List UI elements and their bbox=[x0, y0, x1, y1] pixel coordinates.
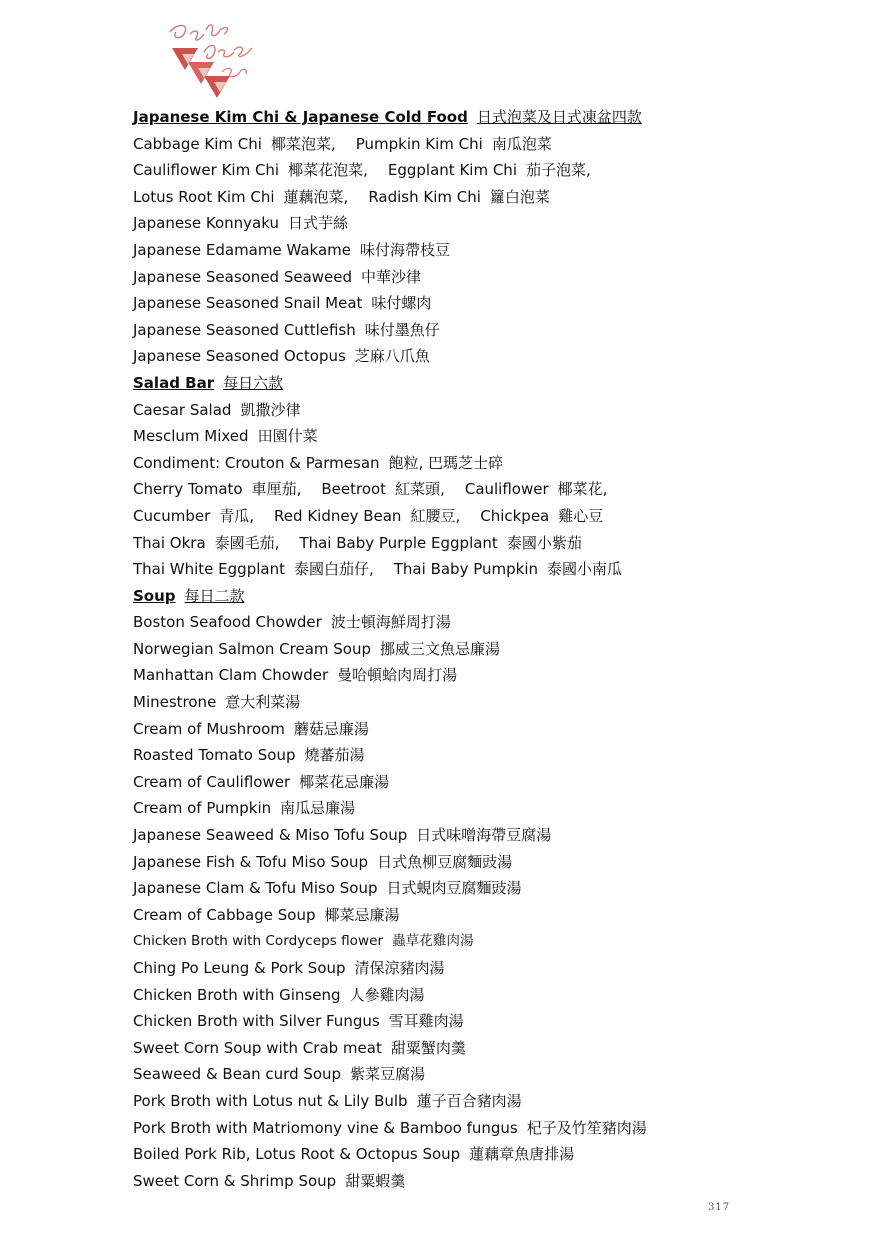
menu-item bbox=[133, 210, 348, 237]
menu-item bbox=[133, 476, 301, 503]
menu-line bbox=[133, 450, 853, 477]
menu-list bbox=[133, 104, 853, 1194]
menu-item bbox=[133, 822, 551, 849]
menu-item-zh: 椰菜泡菜, bbox=[270, 134, 336, 153]
menu-item-en: Cauliflower bbox=[464, 480, 549, 499]
menu-line bbox=[133, 742, 853, 769]
menu-item bbox=[133, 928, 474, 955]
menu-item bbox=[133, 423, 318, 450]
menu-item bbox=[465, 476, 608, 503]
menu-item-en: Cabbage Kim Chi bbox=[133, 134, 262, 153]
menu-item-zh: 日式蜆肉豆腐麵豉湯 bbox=[386, 879, 522, 898]
menu-item-en: Cream of Mushroom bbox=[133, 719, 285, 738]
menu-item bbox=[133, 317, 440, 344]
menu-line bbox=[133, 237, 853, 264]
menu-item-en: Cherry Tomato bbox=[133, 480, 243, 499]
menu-item bbox=[133, 795, 355, 822]
page-number: 317 bbox=[708, 1202, 731, 1213]
menu-line bbox=[133, 982, 853, 1009]
menu-item bbox=[133, 237, 450, 264]
menu-line bbox=[133, 264, 853, 291]
menu-item bbox=[133, 343, 430, 370]
menu-item-zh: 芝麻八爪魚 bbox=[354, 347, 430, 366]
menu-line bbox=[133, 131, 853, 158]
section-heading-soup bbox=[133, 583, 853, 610]
section-heading-zh: 日式泡菜及日式凍盆四款 bbox=[476, 108, 642, 126]
section-heading-en: Japanese Kim Chi & Japanese Cold Food bbox=[133, 108, 468, 126]
menu-item-zh: 杞子及竹笙豬肉湯 bbox=[526, 1118, 647, 1137]
menu-item-en: Japanese Seasoned Octopus bbox=[133, 347, 346, 366]
menu-item-en: Condiment: Crouton & Parmesan bbox=[133, 453, 380, 472]
menu-item-en: Chicken Broth with Ginseng bbox=[133, 985, 341, 1004]
menu-item-zh: 味付海帶枝豆 bbox=[360, 240, 451, 259]
menu-item bbox=[133, 530, 279, 557]
menu-item-zh: 泰國小南瓜 bbox=[547, 560, 623, 579]
menu-item bbox=[321, 476, 444, 503]
menu-item bbox=[133, 636, 500, 663]
menu-line bbox=[133, 928, 853, 955]
menu-line bbox=[133, 609, 853, 636]
menu-line bbox=[133, 1088, 853, 1115]
menu-item bbox=[133, 1008, 464, 1035]
menu-line bbox=[133, 1035, 853, 1062]
menu-line bbox=[133, 184, 853, 211]
menu-item bbox=[133, 716, 369, 743]
menu-item-zh: 日式芋絲 bbox=[287, 214, 348, 233]
menu-item-zh: 雪耳雞肉湯 bbox=[388, 1012, 464, 1031]
menu-item-en: Red Kidney Bean bbox=[274, 506, 402, 525]
menu-item bbox=[133, 184, 348, 211]
menu-item-zh: 泰國毛茄, bbox=[214, 533, 280, 552]
menu-item bbox=[133, 157, 368, 184]
menu-item bbox=[133, 662, 457, 689]
menu-line bbox=[133, 397, 853, 424]
menu-item-zh: 田園什菜 bbox=[257, 427, 318, 446]
menu-item-en: Cucumber bbox=[133, 506, 211, 525]
menu-item-zh: 籮白泡菜 bbox=[489, 187, 550, 206]
menu-item-zh: 蘑菇忌廉湯 bbox=[293, 719, 369, 738]
menu-line bbox=[133, 476, 853, 503]
menu-item bbox=[133, 1168, 405, 1195]
menu-line bbox=[133, 210, 853, 237]
menu-item bbox=[274, 503, 460, 530]
menu-item-zh: 茄子泡菜, bbox=[525, 161, 591, 180]
menu-item bbox=[133, 689, 300, 716]
menu-item-zh: 味付螺肉 bbox=[371, 294, 432, 313]
menu-line bbox=[133, 795, 853, 822]
menu-line bbox=[133, 290, 853, 317]
menu-item-en: Boiled Pork Rib, Lotus Root & Octopus Soup bbox=[133, 1145, 461, 1164]
menu-item-zh: 紫菜豆腐湯 bbox=[350, 1065, 426, 1084]
menu-item-en: Japanese Seaweed & Miso Tofu Soup bbox=[133, 826, 408, 845]
menu-item bbox=[133, 290, 431, 317]
menu-item-en: Thai Okra bbox=[133, 533, 206, 552]
menu-item-en: Pumpkin Kim Chi bbox=[355, 134, 483, 153]
menu-item-en: Thai Baby Purple Eggplant bbox=[299, 533, 498, 552]
menu-item bbox=[388, 157, 591, 184]
menu-item-zh: 人參雞肉湯 bbox=[349, 985, 425, 1004]
menu-item-zh: 蓮藕章魚唐排湯 bbox=[469, 1145, 575, 1164]
menu-item bbox=[133, 450, 503, 477]
menu-item-zh: 南瓜泡菜 bbox=[491, 134, 552, 153]
menu-line bbox=[133, 157, 853, 184]
menu-item bbox=[133, 503, 254, 530]
menu-item-en: Chicken Broth with Cordyceps flower bbox=[133, 933, 384, 950]
menu-item-en: Japanese Edamame Wakame bbox=[133, 240, 351, 259]
menu-item-en: Thai Baby Pumpkin bbox=[393, 560, 538, 579]
menu-item-en: Cream of Cabbage Soup bbox=[133, 905, 316, 924]
menu-item bbox=[133, 609, 451, 636]
menu-line bbox=[133, 343, 853, 370]
menu-line bbox=[133, 822, 853, 849]
menu-item bbox=[133, 875, 522, 902]
menu-line bbox=[133, 1008, 853, 1035]
menu-item bbox=[133, 955, 445, 982]
menu-line bbox=[133, 530, 853, 557]
menu-item-en: Radish Kim Chi bbox=[368, 187, 481, 206]
menu-item-en: Japanese Konnyaku bbox=[133, 214, 279, 233]
menu-item-en: Chickpea bbox=[480, 506, 550, 525]
menu-item-zh: 中華沙律 bbox=[361, 267, 422, 286]
menu-item-en: Pork Broth with Matriomony vine & Bamboo fungus bbox=[133, 1118, 518, 1137]
menu-item-zh: 椰菜花忌廉湯 bbox=[299, 772, 390, 791]
menu-item bbox=[356, 131, 552, 158]
menu-item-en: Beetroot bbox=[321, 480, 387, 499]
menu-item-zh: 泰國小紫茄 bbox=[506, 533, 582, 552]
menu-item-en: Chicken Broth with Silver Fungus bbox=[133, 1012, 380, 1031]
menu-line bbox=[133, 503, 853, 530]
menu-item-en: Japanese Seasoned Cuttlefish bbox=[133, 320, 356, 339]
menu-item-zh: 味付墨魚仔 bbox=[364, 320, 440, 339]
menu-line bbox=[133, 317, 853, 344]
section-heading-en: Salad Bar bbox=[133, 373, 215, 392]
menu-item bbox=[133, 264, 421, 291]
menu-item-en: Minestrone bbox=[133, 693, 217, 712]
menu-item-zh: 紅菜頭, bbox=[395, 480, 445, 499]
menu-item-en: Roasted Tomato Soup bbox=[133, 746, 296, 765]
menu-item-zh: 青瓜, bbox=[219, 506, 255, 525]
menu-item-en: Japanese Seasoned Seaweed bbox=[133, 267, 353, 286]
menu-line bbox=[133, 689, 853, 716]
menu-item bbox=[133, 742, 365, 769]
menu-item bbox=[133, 1088, 522, 1115]
menu-item-zh: 椰菜花, bbox=[557, 480, 608, 499]
menu-item bbox=[133, 556, 374, 583]
section-heading-zh: 每日六款 bbox=[223, 373, 284, 392]
menu-line bbox=[133, 423, 853, 450]
menu-line bbox=[133, 716, 853, 743]
menu-line bbox=[133, 636, 853, 663]
menu-item-en: Cream of Cauliflower bbox=[133, 772, 291, 791]
menu-item-zh: 清保涼豬肉湯 bbox=[354, 959, 445, 977]
menu-item-en: Manhattan Clam Chowder bbox=[133, 666, 329, 685]
menu-item-en: Japanese Seasoned Snail Meat bbox=[133, 294, 363, 313]
menu-line bbox=[133, 875, 853, 902]
section-heading-salad bbox=[133, 370, 853, 397]
menu-item-zh: 日式味噌海帶豆腐湯 bbox=[416, 826, 552, 845]
menu-line bbox=[133, 769, 853, 796]
menu-item-zh: 甜粟蝦羹 bbox=[345, 1171, 406, 1190]
section-heading-kimchi bbox=[133, 104, 853, 131]
menu-item-en: Lotus Root Kim Chi bbox=[133, 187, 275, 206]
menu-item bbox=[480, 503, 603, 530]
menu-item bbox=[133, 769, 389, 796]
menu-item-en: Boston Seafood Chowder bbox=[133, 613, 322, 632]
menu-item-zh: 椰菜花泡菜, bbox=[288, 161, 368, 180]
menu-item-zh: 飽粒, 巴瑪芝士碎 bbox=[388, 453, 504, 472]
menu-item-en: Thai White Eggplant bbox=[133, 560, 285, 579]
menu-item bbox=[394, 556, 622, 583]
menu-item-zh: 雞心豆 bbox=[558, 506, 604, 525]
menu-item-en: Mesclum Mixed bbox=[133, 427, 249, 446]
menu-item bbox=[133, 849, 512, 876]
menu-line bbox=[133, 662, 853, 689]
menu-item-zh: 甜粟蟹肉羹 bbox=[390, 1038, 466, 1057]
menu-item-zh: 波士頓海鮮周打湯 bbox=[330, 613, 451, 632]
menu-item bbox=[133, 982, 425, 1009]
menu-item-zh: 日式魚柳豆腐麵豉湯 bbox=[377, 852, 513, 871]
menu-item-en: Seaweed & Bean curd Soup bbox=[133, 1065, 342, 1084]
menu-line bbox=[133, 556, 853, 583]
menu-line bbox=[133, 1168, 853, 1195]
menu-item-zh: 挪威三文魚忌廉湯 bbox=[380, 639, 501, 658]
menu-item bbox=[133, 131, 336, 158]
menu-item-en: Sweet Corn Soup with Crab meat bbox=[133, 1038, 382, 1057]
menu-item-en: Norwegian Salmon Cream Soup bbox=[133, 639, 372, 658]
menu-item-zh: 蟲草花雞肉湯 bbox=[392, 933, 474, 950]
menu-item-en: Japanese Clam & Tofu Miso Soup bbox=[133, 879, 378, 898]
menu-item bbox=[133, 1141, 574, 1168]
menu-item-en: Caesar Salad bbox=[133, 400, 232, 419]
menu-item-en: Pork Broth with Lotus nut & Lily Bulb bbox=[133, 1091, 408, 1110]
menu-item-zh: 紅腰豆, bbox=[410, 506, 461, 525]
menu-line bbox=[133, 1115, 853, 1142]
menu-item-en: Cauliflower Kim Chi bbox=[133, 161, 280, 180]
coffee-house-logo bbox=[160, 18, 270, 102]
menu-item-zh: 蓮子百合豬肉湯 bbox=[416, 1091, 522, 1110]
menu-item bbox=[133, 1061, 425, 1088]
menu-item-zh: 蓮藕泡菜, bbox=[283, 187, 349, 206]
menu-item bbox=[133, 397, 300, 424]
menu-item bbox=[133, 1115, 647, 1142]
menu-item-en: Eggplant Kim Chi bbox=[387, 161, 517, 180]
menu-item bbox=[133, 902, 400, 929]
menu-item-zh: 凱撒沙律 bbox=[240, 400, 301, 419]
menu-item-zh: 南瓜忌廉湯 bbox=[280, 799, 356, 818]
menu-item-zh: 意大利菜湯 bbox=[225, 693, 301, 712]
menu-line bbox=[133, 1141, 853, 1168]
menu-item-en: Sweet Corn & Shrimp Soup bbox=[133, 1171, 337, 1190]
section-heading-en: Soup bbox=[133, 586, 176, 605]
menu-line bbox=[133, 849, 853, 876]
menu-line bbox=[133, 955, 853, 982]
menu-item bbox=[133, 1035, 466, 1062]
menu-item-zh: 椰菜忌廉湯 bbox=[324, 905, 400, 924]
menu-item bbox=[299, 530, 581, 557]
menu-line bbox=[133, 902, 853, 929]
menu-item-zh: 曼哈頓蛤肉周打湯 bbox=[337, 666, 458, 685]
menu-item-zh: 車厘茄, bbox=[251, 480, 302, 499]
menu-item-en: Japanese Fish & Tofu Miso Soup bbox=[133, 852, 369, 871]
menu-item-en: Ching Po Leung & Pork Soup bbox=[133, 959, 346, 977]
menu-item-zh: 燒蕃茄湯 bbox=[304, 746, 365, 765]
menu-item-en: Cream of Pumpkin bbox=[133, 799, 272, 818]
menu-line bbox=[133, 1061, 853, 1088]
menu-item bbox=[368, 184, 550, 211]
section-heading-zh: 每日二款 bbox=[184, 586, 245, 605]
menu-item-zh: 泰國白茄仔, bbox=[293, 560, 374, 579]
